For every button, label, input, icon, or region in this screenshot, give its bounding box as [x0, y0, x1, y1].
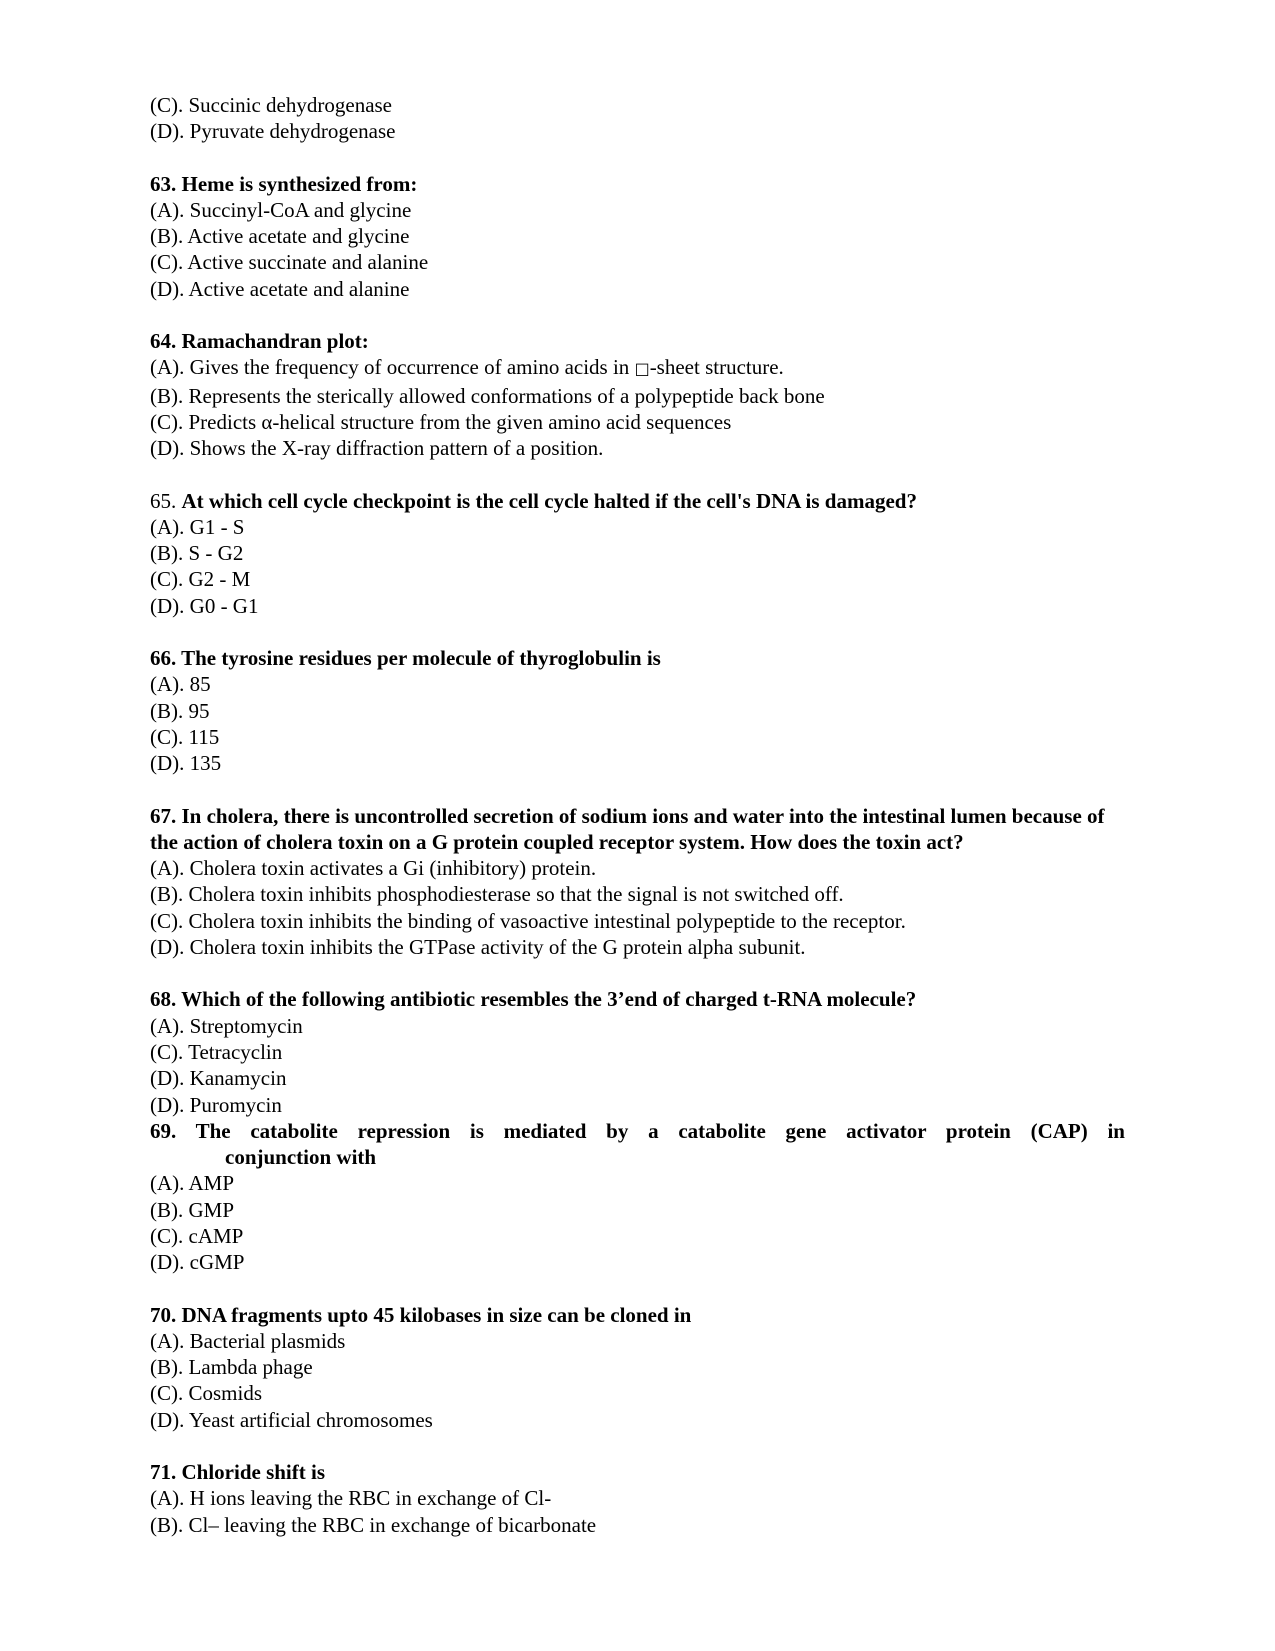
carryover-options — [150, 92, 1125, 145]
option-b: (B). Represents the sterically allowed conformations of a polypeptide back bone — [150, 383, 825, 408]
question-66 — [150, 645, 1125, 776]
question-text: 67. In cholera, there is uncontrolled secretion of sodium ions and water into the intestinal lumen because of the action of cholera toxin on a G protein coupled receptor system. How does the toxin act? — [150, 803, 1105, 854]
option-b: (B). Lambda phage — [150, 1355, 313, 1380]
option-b: (B). Cholera toxin inhibits phosphodiesterase so that the signal is not switched off. — [150, 882, 844, 907]
option-c: (C). cAMP — [150, 1223, 244, 1248]
question-text: 71. Chloride shift is — [150, 1460, 326, 1485]
question-text: At which cell cycle checkpoint is the cell cycle halted if the cell's DNA is damaged? — [181, 488, 917, 513]
question-text: 70. DNA fragments upto 45 kilobases in size can be cloned in — [150, 1302, 692, 1327]
option-b: (B). Cl– leaving the RBC in exchange of bicarbonate — [150, 1512, 597, 1537]
question-67 — [150, 803, 1125, 961]
question-text: 63. Heme is synthesized from: — [150, 171, 418, 196]
option-d: (D). 135 — [150, 751, 222, 776]
option-b: (B). GMP — [150, 1197, 235, 1222]
option-a: (A). Cholera toxin activates a Gi (inhibitory) protein. — [150, 856, 597, 881]
question-line — [150, 488, 1125, 514]
option-d: (D). Yeast artificial chromosomes — [150, 1407, 433, 1432]
question-63 — [150, 171, 1125, 302]
question-text-line-2: conjunction with — [225, 1145, 377, 1170]
option-a: (A). Bacterial plasmids — [150, 1328, 346, 1353]
option-d: (D). cGMP — [150, 1250, 245, 1275]
question-text: 64. Ramachandran plot: — [150, 329, 369, 354]
question-65 — [150, 488, 1125, 619]
option-d: (D). Shows the X-ray diffraction pattern of a position. — [150, 436, 604, 461]
question-text: 68. Which of the following antibiotic resembles the 3’end of charged t-RNA molecule? — [150, 987, 917, 1012]
option-c: (C). Active succinate and alanine — [150, 250, 429, 275]
option-b: (B). Active acetate and glycine — [150, 224, 410, 249]
option-c: (C). Predicts α-helical structure from the given amino acid sequences — [150, 409, 732, 434]
option-d: (D). Kanamycin — [150, 1066, 287, 1091]
option-a: (A). Succinyl-CoA and glycine — [150, 197, 412, 222]
option-a: (A). AMP — [150, 1171, 235, 1196]
option-d: (D). G0 - G1 — [150, 593, 259, 618]
option-a: (A). H ions leaving the RBC in exchange of Cl- — [150, 1486, 552, 1511]
option-c: (C). 115 — [150, 724, 220, 749]
question-text: 66. The tyrosine residues per molecule of thyroglobulin is — [150, 646, 661, 671]
question-text-line-1: 69. The catabolite repression is mediated by a catabolite gene activator protein (CAP) in — [150, 1118, 1125, 1143]
option-a-text-end: -sheet structure. — [649, 355, 784, 380]
missing-glyph-icon: □ — [634, 359, 650, 379]
option-c: (C). Cholera toxin inhibits the binding of vasoactive intestinal polypeptide to the receptor. — [150, 908, 906, 933]
question-69 — [150, 1118, 1125, 1276]
option-a — [150, 354, 1125, 382]
question-64 — [150, 328, 1125, 461]
question-68 — [150, 986, 1125, 1117]
question-70 — [150, 1302, 1125, 1433]
option-d-2: (D). Puromycin — [150, 1092, 282, 1117]
option-c: (C). G2 - M — [150, 567, 251, 592]
option-b: (B). S - G2 — [150, 541, 244, 566]
option-c: (C). Tetracyclin — [150, 1039, 283, 1064]
question-71 — [150, 1459, 1125, 1538]
option-d: (D). Active acetate and alanine — [150, 276, 410, 301]
question-number: 65. — [150, 488, 182, 513]
option-a: (A). G1 - S — [150, 514, 245, 539]
option-a-text: (A). Gives the frequency of occurrence of amino acids in — [150, 355, 635, 380]
option-d: (D). Pyruvate dehydrogenase — [150, 119, 396, 144]
exam-page — [150, 92, 1125, 1538]
option-b: (B). 95 — [150, 698, 210, 723]
option-c: (C). Succinic dehydrogenase — [150, 93, 393, 117]
option-c: (C). Cosmids — [150, 1381, 263, 1406]
option-d: (D). Cholera toxin inhibits the GTPase activity of the G protein alpha subunit. — [150, 935, 806, 960]
option-a: (A). Streptomycin — [150, 1013, 303, 1038]
option-a: (A). 85 — [150, 672, 211, 697]
